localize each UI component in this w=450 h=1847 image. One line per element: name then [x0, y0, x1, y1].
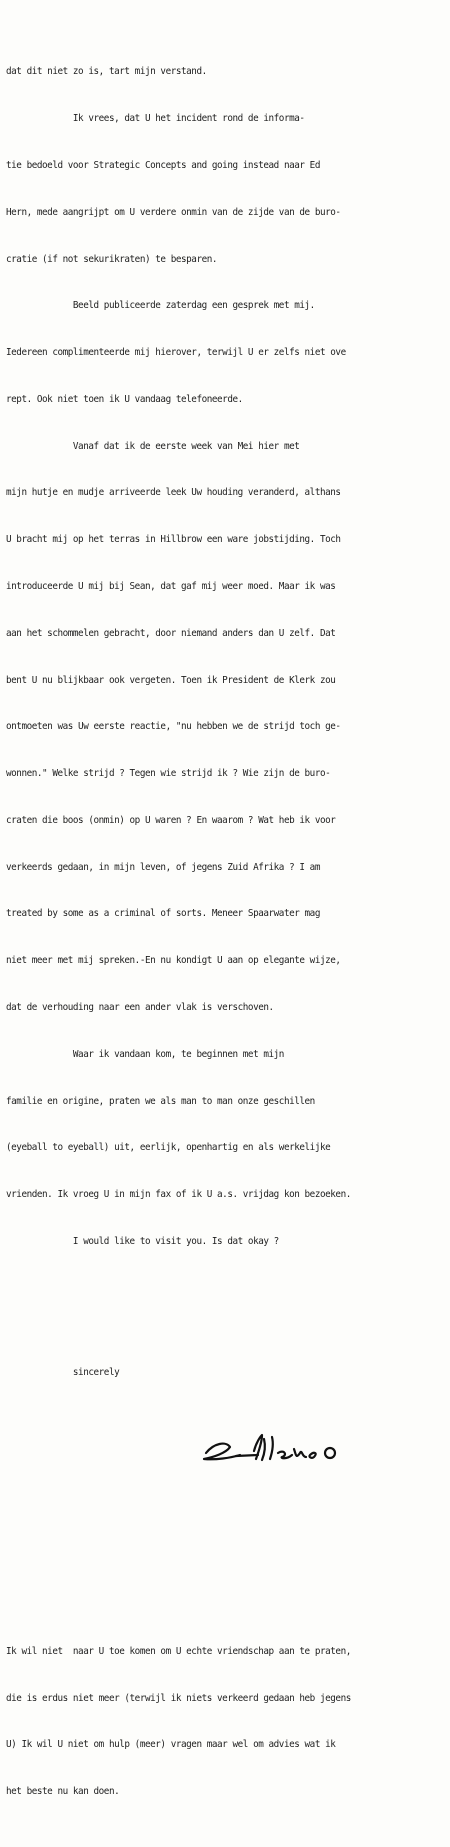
body-line: wonnen." Welke strijd ? Tegen wie strijd ik ? Wie zijn de buro-: [6, 768, 331, 780]
body-line: Iedereen complimenteerde mij hierover, terwijl U er zelfs niet ove: [6, 347, 346, 359]
body-line: introduceerde U mij bij Sean, dat gaf mij weer moed. Maar ik was: [6, 580, 336, 592]
body-line: cratie (if not sekurikraten) te besparen.: [6, 253, 218, 265]
body-line: rept. Ook niet toen ik U vandaag telefoneerde.: [6, 393, 243, 405]
body-line: Vanaf dat ik de eerste week van Mei hier met: [6, 440, 300, 452]
body-line: bent U nu blijkbaar ook vergeten. Toen ik President de Klerk zou: [6, 674, 336, 686]
postscript-line: Ik wil niet naar U toe komen om U echte vriendschap aan te praten,: [6, 1645, 351, 1657]
spacer: [6, 1514, 450, 1566]
body-line: craten die boos (onmin) op U waren ? En waarom ? Wat heb ik voor: [6, 814, 336, 826]
body-line: ontmoeten was Uw eerste reactie, "nu hebben we de strijd toch ge-: [6, 721, 341, 733]
body-line: familie en origine, praten we als man to man onze geschillen: [6, 1095, 315, 1107]
body-line: dat dit niet zo is, tart mijn verstand.: [6, 66, 207, 78]
postscript-line: U) Ik wil U niet om hulp (meer) vragen maar wel om advies wat ik: [6, 1739, 336, 1751]
body-line: vrienden. Ik vroeg U in mijn fax of ik U a.s. vrijdag kon bezoeken.: [6, 1189, 351, 1201]
postscript: [6, 1613, 450, 1831]
body-line: Ik vrees, dat U het incident rond de informa-: [6, 113, 305, 125]
body-line: tie bedoeld voor Strategic Concepts and going instead naar Ed: [6, 159, 320, 171]
body-line: (eyeball to eyeball) uit, eerlijk, openhartig en als werkelijke: [6, 1142, 331, 1154]
body-line: dat de verhouding naar een ander vlak is verschoven.: [6, 1002, 274, 1013]
body-line: aan het schommelen gebracht, door niemand anders dan U zelf. Dat: [6, 627, 336, 639]
letter-body: [6, 33, 450, 1281]
closing: sincerely: [6, 1366, 120, 1378]
spacer: [6, 1327, 450, 1333]
body-line: Waar ik vandaan kom, te beginnen met mijn: [6, 1048, 284, 1060]
body-line: verkeerds gedaan, in mijn leven, of jegens Zuid Afrika ? I am: [6, 861, 320, 873]
handwritten-signature: [196, 1427, 450, 1467]
body-line: niet meer met mij spreken.-En nu kondigt U aan op elegante wijze,: [6, 955, 341, 967]
body-line: Beeld publiceerde zaterdag een gesprek met mij.: [6, 300, 315, 312]
signature-drawing: [196, 1429, 386, 1469]
postscript-line: het beste nu kan doen.: [6, 1786, 120, 1798]
body-line: U bracht mij op het terras in Hillbrow een ware jobstijding. Toch: [6, 534, 341, 546]
body-line: Hern, mede aangrijpt om U verdere onmin van de zijde van de buro-: [6, 206, 341, 218]
body-line: treated by some as a criminal of sorts. Meneer Spaarwater mag: [6, 908, 320, 920]
body-line: I would like to visit you. Is dat okay ?: [6, 1235, 279, 1247]
body-line: mijn hutje en mudje arriveerde leek Uw houding veranderd, althans: [6, 487, 341, 499]
postscript-line: die is erdus niet meer (terwijl ik niets verkeerd gedaan heb jegens: [6, 1692, 351, 1704]
